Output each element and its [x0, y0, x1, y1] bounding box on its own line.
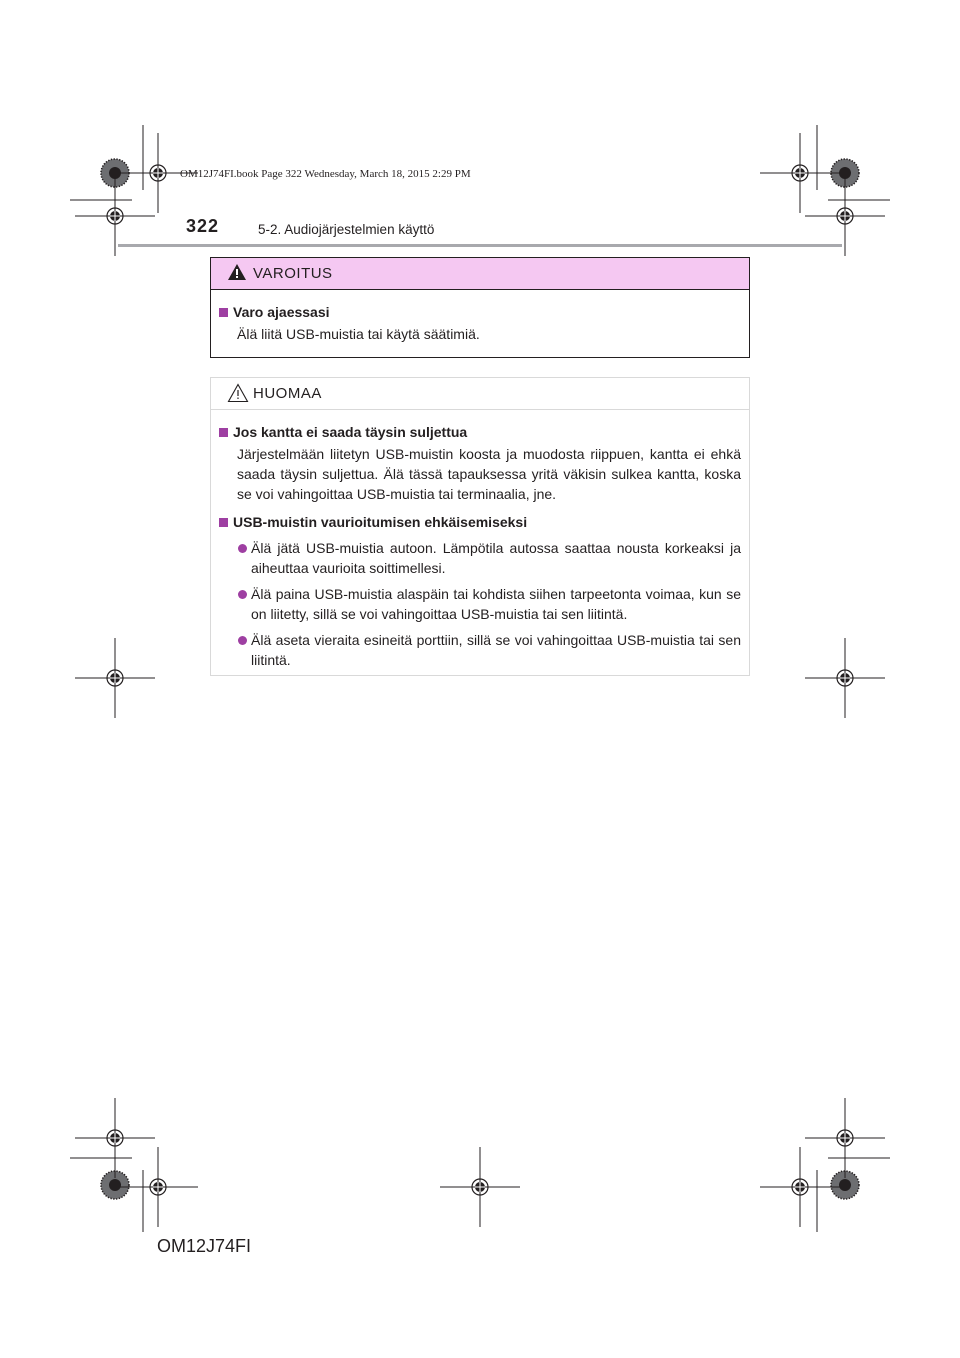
- round-bullet-icon: [238, 590, 247, 599]
- warning-icon: [227, 263, 247, 281]
- notice-paragraph-1: Järjestelmään liitetyn USB-muistin koosta ja muodosta riippuen, kantta ei ehkä saada täysin suljettua. Älä tässä tapauksessa yritä väkisin sulkea kantta, koska se voi vahingoittaa USB-muistia tai terminaalia, jne.: [237, 446, 741, 502]
- header-rule: [118, 244, 842, 247]
- caution-icon: [227, 383, 249, 403]
- list-item-text: Älä paina USB-muistia alaspäin tai kohdista siihen tarpeetonta voimaa, kun se on liitetty, sillä se voi vahingoittaa USB-muistia tai sen liitintä.: [251, 586, 741, 622]
- warning-label: VAROITUS: [253, 265, 333, 282]
- square-bullet-icon: [219, 428, 228, 437]
- notice-heading-1-text: Jos kantta ei saada täysin suljettua: [233, 424, 468, 440]
- notice-heading-1: [219, 422, 741, 442]
- page-number: 322: [186, 216, 220, 236]
- print-info: OM12J74FI.book Page 322 Wednesday, March 18, 2015 2:29 PM: [180, 168, 471, 180]
- list-item: [219, 538, 741, 578]
- notice-heading-2-text: USB-muistin vaurioitumisen ehkäisemiseksi: [233, 514, 528, 530]
- round-bullet-icon: [238, 636, 247, 645]
- warning-heading: [219, 302, 741, 322]
- notice-header: [211, 378, 749, 410]
- round-bullet-icon: [238, 544, 247, 553]
- notice-label: HUOMAA: [253, 385, 322, 402]
- section-title: 5-2. Audiojärjestelmien käyttö: [258, 222, 435, 237]
- notice-heading-2: [219, 512, 741, 532]
- square-bullet-icon: [219, 518, 228, 527]
- list-item-text: Älä aseta vieraita esineitä porttiin, sillä se voi vahingoittaa USB-muistia tai sen liitintä.: [251, 632, 741, 668]
- warning-heading-text: Varo ajaessasi: [233, 304, 330, 320]
- notice-box: [210, 377, 750, 676]
- warning-header: [211, 258, 749, 290]
- warning-text: Älä liitä USB-muistia tai käytä säätimiä.: [237, 326, 480, 342]
- list-item: [219, 584, 741, 624]
- square-bullet-icon: [219, 308, 228, 317]
- warning-box: [210, 257, 750, 358]
- list-item: [219, 630, 741, 670]
- list-item-text: Älä jätä USB-muistia autoon. Lämpötila autossa saattaa nousta korkeaksi ja aiheuttaa vaurioita soittimellesi.: [251, 540, 741, 576]
- footer-code: OM12J74FI: [157, 1236, 252, 1256]
